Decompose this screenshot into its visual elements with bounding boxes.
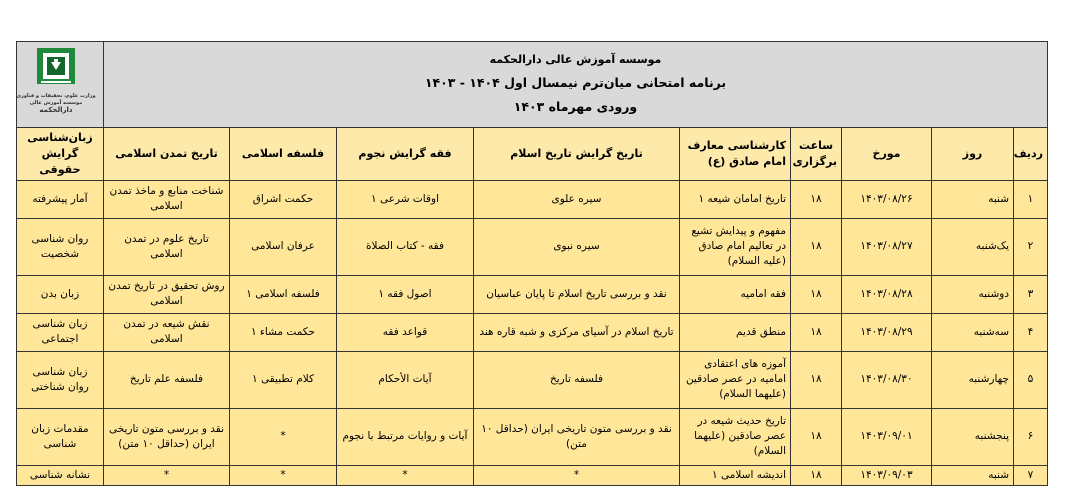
cell-shenasi: تاریخ امامان شیعه ۱ [680, 180, 791, 218]
logo-name-text: دارالحکمه [39, 106, 73, 115]
cell-shenasi: آموزه های اعتقادی امامیه در عصر صادقین (علیهما السلام) [680, 351, 791, 408]
table-row [16, 313, 1047, 351]
row-no: ۱ [1014, 180, 1048, 218]
row-no: ۶ [1014, 408, 1048, 465]
row-no: ۵ [1014, 351, 1048, 408]
cell-linguistics: نشانه شناسی [16, 465, 103, 485]
cell-civilization: نقش شیعه در تمدن اسلامی [103, 313, 229, 351]
row-date: ۱۴۰۳/۰۹/۰۳ [842, 465, 932, 485]
cell-philosophy: حکمت مشاء ۱ [230, 313, 337, 351]
cell-shenasi: تاریخ حدیث شیعه در عصر صادقین (علیهما السلام) [680, 408, 791, 465]
cell-history: * [474, 465, 680, 485]
header-row-no: ردیف [1014, 128, 1048, 181]
header-day: روز [932, 128, 1014, 181]
institute-logo [13, 46, 99, 115]
row-time: ۱۸ [791, 218, 842, 275]
cell-civilization: نقد و بررسی متون تاریخی ایران (حداقل ۱۰ متن) [103, 408, 229, 465]
header-col-linguistics: زبان‌شناسی گرایش حقوقی [16, 128, 103, 181]
cell-civilization: روش تحقیق در تاریخ تمدن اسلامی [103, 275, 229, 313]
row-day: سه‌شنبه [932, 313, 1014, 351]
logo-institute-text: موسسه آموزش عالی [29, 99, 83, 106]
row-time: ۱۸ [791, 351, 842, 408]
cell-history: نقد و بررسی تاریخ اسلام تا پایان عباسیان [474, 275, 680, 313]
row-day: شنبه [932, 465, 1014, 485]
header-col-civilization: تاریخ تمدن اسلامی [103, 128, 229, 181]
row-time: ۱۸ [791, 408, 842, 465]
cell-shenasi: فقه امامیه [680, 275, 791, 313]
cell-philosophy: * [230, 465, 337, 485]
cell-shenasi: منطق قدیم [680, 313, 791, 351]
cell-fiqh: آیات الأحکام [337, 351, 474, 408]
row-no: ۲ [1014, 218, 1048, 275]
cell-history: سیره نبوی [474, 218, 680, 275]
title-banner [16, 42, 1047, 128]
row-time: ۱۸ [791, 465, 842, 485]
cell-fiqh: قواعد فقه [337, 313, 474, 351]
row-time: ۱۸ [791, 275, 842, 313]
cell-history: نقد و بررسی متون تاریخی ایران (حداقل ۱۰ متن) [474, 408, 680, 465]
cell-philosophy: عرفان اسلامی [230, 218, 337, 275]
row-time: ۱۸ [791, 313, 842, 351]
row-day: پنجشنبه [932, 408, 1014, 465]
institute-name: موسسه آموزش عالی دارالحکمه [489, 53, 662, 67]
row-no: ۳ [1014, 275, 1048, 313]
table-row [16, 180, 1047, 218]
header-col-fiqh: فقه گرایش نجوم [337, 128, 474, 181]
row-day: دوشنبه [932, 275, 1014, 313]
row-date: ۱۴۰۳/۰۸/۲۹ [842, 313, 932, 351]
row-date: ۱۴۰۳/۰۸/۲۶ [842, 180, 932, 218]
table-row [16, 465, 1047, 485]
cell-history: تاریخ اسلام در آسیای مرکزی و شبه قاره هند [474, 313, 680, 351]
cell-shenasi: اندیشه اسلامی ۱ [680, 465, 791, 485]
cell-fiqh: آیات و روایات مرتبط با نجوم [337, 408, 474, 465]
cell-linguistics: زبان شناسی اجتماعی [16, 313, 103, 351]
row-date: ۱۴۰۳/۰۸/۳۰ [842, 351, 932, 408]
cell-civilization: شناخت منابع و ماخذ تمدن اسلامی [103, 180, 229, 218]
cell-linguistics: زبان شناسی روان شناختی [16, 351, 103, 408]
table-row [16, 275, 1047, 313]
cell-philosophy: کلام تطبیقی ۱ [230, 351, 337, 408]
row-no: ۷ [1014, 465, 1048, 485]
header-time: ساعت برگزاری [791, 128, 842, 181]
cell-philosophy: حکمت اشراق [230, 180, 337, 218]
header-date: مورخ [842, 128, 932, 181]
cell-history: فلسفه تاریخ [474, 351, 680, 408]
header-col-history: تاریخ گرایش تاریخ اسلام [474, 128, 680, 181]
table-row [16, 351, 1047, 408]
header-col-philosophy: فلسفه اسلامی [230, 128, 337, 181]
program-title: برنامه امتحانی میان‌ترم نیمسال اول ۱۴۰۴ - ۱۴۰۳ [424, 75, 727, 91]
schedule-table [16, 41, 1048, 486]
cell-linguistics: مقدمات زبان شناسی [16, 408, 103, 465]
cell-philosophy: * [230, 408, 337, 465]
cell-history: سیره علوی [474, 180, 680, 218]
cell-linguistics: آمار پیشرفته [16, 180, 103, 218]
cell-fiqh: فقه - کتاب الصلاة [337, 218, 474, 275]
cell-philosophy: فلسفه اسلامی ۱ [230, 275, 337, 313]
table-row [16, 218, 1047, 275]
cell-fiqh: اوقات شرعی ۱ [337, 180, 474, 218]
row-day: شنبه [932, 180, 1014, 218]
row-day: یک‌شنبه [932, 218, 1014, 275]
cell-shenasi: مفهوم و پیدایش تشیع در تعالیم امام صادق (علیه السلام) [680, 218, 791, 275]
row-date: ۱۴۰۳/۰۸/۲۷ [842, 218, 932, 275]
cell-fiqh: * [337, 465, 474, 485]
row-date: ۱۴۰۳/۰۹/۰۱ [842, 408, 932, 465]
cohort-title: ورودی مهرماه ۱۴۰۳ [513, 99, 638, 115]
row-no: ۴ [1014, 313, 1048, 351]
dar-al-hekmah-logo-icon [33, 46, 79, 86]
row-day: چهارشنبه [932, 351, 1014, 408]
table-row [16, 408, 1047, 465]
cell-civilization: فلسفه علم تاریخ [103, 351, 229, 408]
header-col-shenasi: کارشناسی معارف امام صادق (ع) [680, 128, 791, 181]
exam-schedule [17, 41, 1048, 486]
cell-civilization: تاریخ علوم در تمدن اسلامی [103, 218, 229, 275]
cell-civilization: * [103, 465, 229, 485]
logo-ministry-text: وزارت علوم، تحقیقات و فناوری [16, 93, 96, 100]
cell-fiqh: اصول فقه ۱ [337, 275, 474, 313]
row-time: ۱۸ [791, 180, 842, 218]
column-headers [16, 128, 1047, 181]
cell-linguistics: روان شناسی شخصیت [16, 218, 103, 275]
cell-linguistics: زبان بدن [16, 275, 103, 313]
row-date: ۱۴۰۳/۰۸/۲۸ [842, 275, 932, 313]
